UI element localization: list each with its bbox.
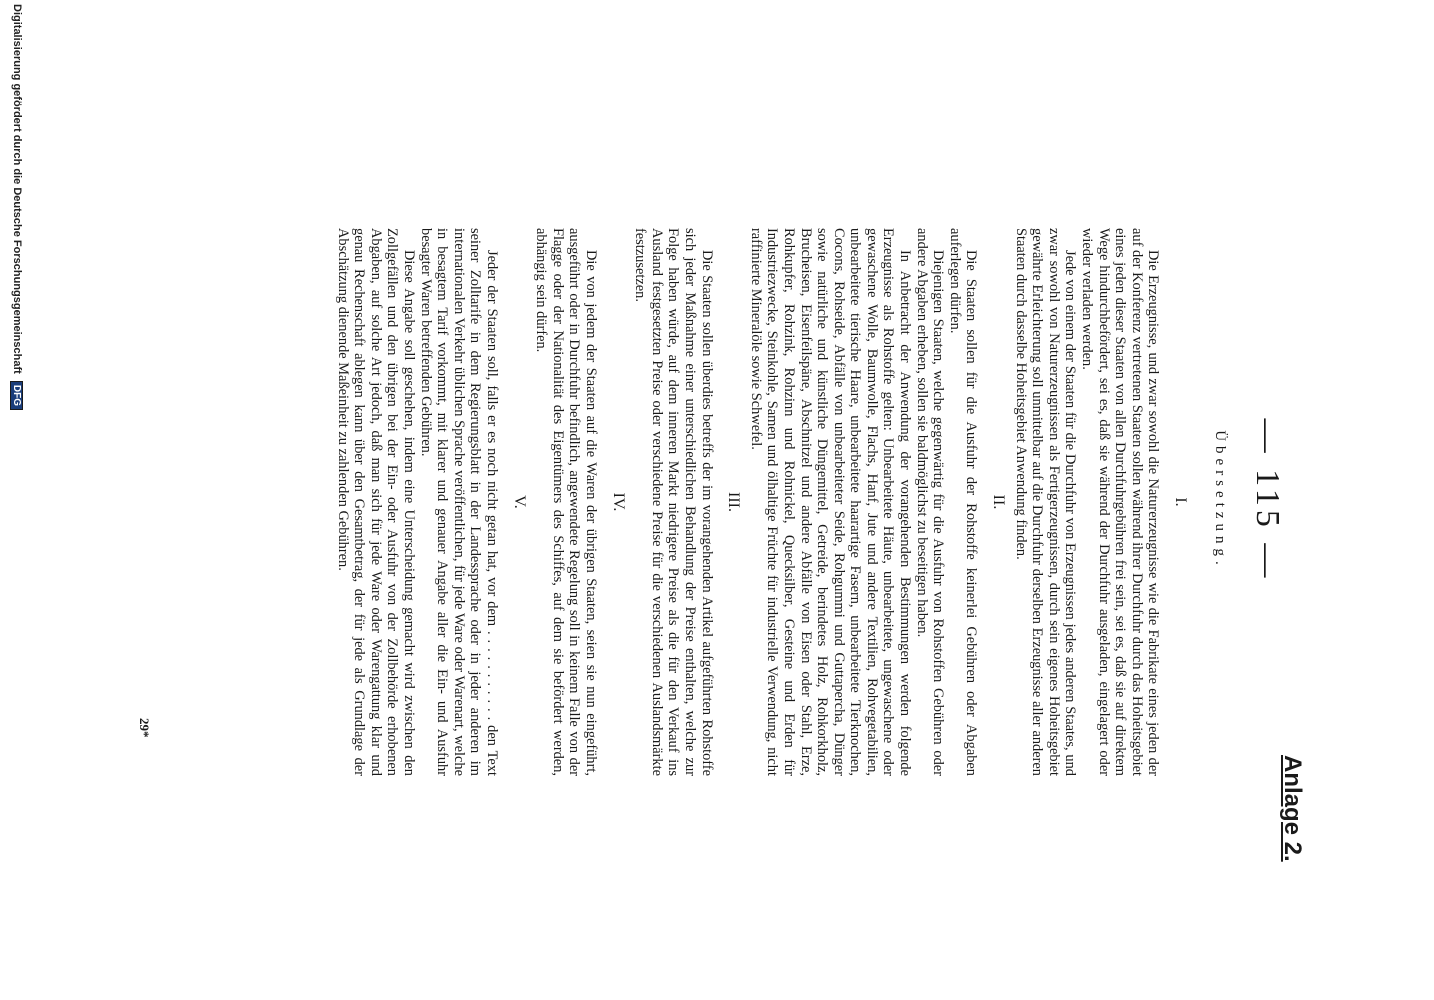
- document-body: [334, 228, 1194, 776]
- signature-mark: 29*: [137, 718, 152, 738]
- section-2-paragraph-3: In Anbetracht der Anwendung der vorangehenden Bestimmungen werden folgende Erzeugnisse als Rohstoffe gelten: Unbearbeitete Häute, unbearbeitete, ungewaschene oder gewaschene Wolle, Baumwolle, Flachs, Hanf, Jute und andere Textilien, Rohvegetabilien, unbearbeitete tierische Haare, unbearbeitete haarartige Fasern, unbearbeitete Tierknochen, Cocons, Rohseide, Abfälle von unbearbeiteter Seide, Rohgummi und Guttapercha, Dünger sowie natürliche und künstliche Düngemittel, Getreide, berindetes Holz, Rohkorkholz, Brucheisen, Eisenfeilspäne, Abschnitzel und andere Abfälle von Eisen oder Stahl, Erze, Rohkupfer, Rohzink, Rohzinn und Rohnickel, Quecksilber, Gesteine und Erden für Industriezwecke, Steinkohle, Samen und ölhaltige Früchte für industrielle Verwendung, nicht raffinierte Mineralöle sowie Schwefel.: [747, 228, 914, 776]
- section-4-paragraph-1: Die von jedem der Staaten auf die Waren der übrigen Staaten, seien sie nun eingeführt, ausgeführt oder in Durchfuhr befindlich, angewendete Regelung soll in keinem Falle von der Flagge oder der Nationalität des Eigentümers des Schiffes, auf dem sie befördert werden, abhängig sein dürfen.: [533, 228, 599, 776]
- section-numeral-5: V.: [510, 495, 528, 509]
- dfg-logo-icon: DFG: [10, 381, 23, 410]
- credit-text: Digitalisierung gefördert durch die Deutsche Forschungsgemeinschaft: [11, 4, 23, 374]
- section-3-paragraph-1: Die Staaten sollen überdies betreffs der im vorangehenden Artikel aufgeführten Rohstoffe sich jeder Maßnahme einer unterschiedlichen Behandlung der Preise enthalten, welche zur Folge haben würde, auf dem inneren Markt niedrigere Preise als die für den Verkauf ins Ausland festgesetzten Preise oder verschiedene Preise für die verschiedenen Auslandsmärkte festzusetzen.: [632, 228, 715, 776]
- annex-label: Anlage 2.: [1279, 755, 1306, 862]
- document-title: Übersetzung.: [1212, 430, 1228, 570]
- section-2-paragraph-1: Die Staaten sollen für die Ausfuhr der Rohstoffe keinerlei Gebühren oder Abgaben auferlegen dürfen.: [946, 228, 980, 776]
- section-numeral-4: IV.: [609, 492, 627, 512]
- section-1-paragraph-1: Die Erzeugnisse, und zwar sowohl die Naturerzeugnisse wie die Fabrikate eines jeden der auf der Konferenz vertretenen Staaten sollen während ihrer Durchfuhr durch das Hoheitsgebiet eines jeden dieser Staaten von allen Durchfuhrgebühren frei sein, sei es, daß sie auf direktem Wege hindurchbefördert, sei es, daß sie während der Durchfuhr ausgeladen, eingelagert oder wieder verladen werden.: [1079, 228, 1162, 776]
- section-numeral-3: III.: [725, 492, 743, 512]
- section-1-paragraph-2: Jede von einem der Staaten für die Durchfuhr von Erzeugnissen jedes anderen Staates, und zwar sowohl von Naturerzeugnissen als Fertigerzeugnissen, durch sein eigenes Hoheitsgebiet gewährte Erleichterung soll unmittelbar auf die Durchfuhr derselben Erzeugnisse aller anderen Staaten durch dasselbe Hoheitsgebiet Anwendung finden.: [1012, 228, 1079, 776]
- section-5-paragraph-2: Diese Angabe soll geschehen, indem eine Unterscheidung gemacht wird zwischen den Zollgefällen und den übrigen bei der Ein- oder Ausfuhr von der Zollbehörde erhobenen Abgaben, auf solche Art jedoch, daß man sich für jede Ware oder Warengattung klar und genau Rechenschaft ablegen kann über den Gesamtbetrag, der für jede als Grundlage der Abschätzung dienende Maßeinheit zu zahlenden Gebühren.: [334, 228, 418, 776]
- section-2-paragraph-2: Diejenigen Staaten, welche gegenwärtig für die Ausfuhr von Rohstoffen Gebühren oder andere Abgaben erheben, sollen sie baldmöglichst zu beseitigen haben.: [913, 228, 947, 776]
- section-5-paragraph-1: Jeder der Staaten soll, falls er es noch nicht getan hat, vor dem . . . . . . . . . . . den Text seiner Zolltarife in dem Regierungsblatt in der Landessprache oder in jeder anderen im internationalen Verkehr üblichen Sprache veröffentlichen, für jede Ware oder Warenart, welche in besagtem Tarif vorkommt, mit klarer und genauer Angabe aller die Ein- und Ausfuhr besagter Waren betreffenden Gebühren.: [417, 228, 501, 776]
- page-number: — 115 —: [1249, 418, 1286, 582]
- section-numeral-1: I.: [1172, 497, 1189, 507]
- section-numeral-2: II.: [990, 494, 1008, 510]
- digitization-credit: [10, 4, 23, 410]
